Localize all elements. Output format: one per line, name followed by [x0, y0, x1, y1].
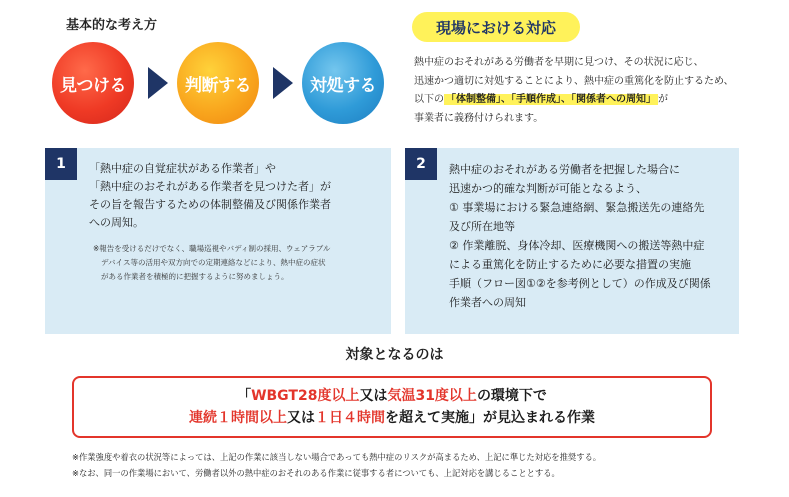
- panel-1-text: [89, 160, 379, 232]
- panel-1-number-badge: 1: [45, 148, 77, 180]
- target-box: [72, 376, 712, 438]
- panel-2-number-badge: 2: [405, 148, 437, 180]
- panel-1-note-line: デバイス等の活用や双方向での定期連絡などにより、熱中症の症状: [101, 258, 326, 267]
- site-line-3: [414, 91, 784, 110]
- footnote: ※なお、同一の作業場において、労働者以外の熱中症のおそれのある作業に従事する者についても、上記対応を講じることとする。: [72, 468, 560, 478]
- panel-1-note-line: ※報告を受けるだけでなく、職場巡視やバディ制の採用、ウェアラブル: [93, 244, 331, 253]
- arrow-right-icon: [148, 67, 168, 99]
- panel-2-line: ② 作業離脱、身体冷却、医療機関への搬送等熱中症: [449, 239, 705, 252]
- arrow-right-icon: [273, 67, 293, 99]
- step-judge-circle: [177, 42, 259, 124]
- target-highlight: １日４時間: [315, 410, 385, 426]
- panel-2-line: 迅速かつ的確な判断が可能となるよう、: [449, 182, 647, 195]
- panel-1-line: 「熱中症のおそれがある作業者を見つけた者」が: [89, 180, 331, 193]
- panel-1-line: への周知。: [89, 216, 144, 229]
- target-line-1: [237, 385, 547, 407]
- step-find-circle: [52, 42, 134, 124]
- target-highlight: 気温31度以上: [387, 388, 477, 404]
- target-title: 対象となるのは: [345, 347, 444, 363]
- target-highlight: 連続１時間以上: [189, 410, 287, 426]
- target-line-2: [189, 407, 595, 429]
- step-respond-label: 対処する: [310, 75, 376, 96]
- panel-1-note-line: がある作業者を積極的に把握するように努めましょう。: [101, 272, 289, 281]
- site-line-3-pre: 以下の: [414, 94, 444, 105]
- target-text: 又は: [287, 410, 315, 426]
- target-text: 「: [237, 388, 252, 404]
- site-line-3-highlight: 「体制整備」、「手順作成」、「関係者への周知」: [446, 94, 656, 105]
- panel-1-line: その旨を報告するための体制整備及び関係作業者: [89, 198, 331, 211]
- panel-2-line: 及び所在地等: [449, 220, 515, 233]
- target-text: 又は: [359, 388, 388, 404]
- footnote: ※作業強度や着衣の状況等によっては、上記の作業に該当しない場合であっても熱中症のリスクが高まるため、上記に準じた対応を推奨する。: [72, 452, 602, 462]
- step-find-label: 見つける: [60, 75, 126, 96]
- panel-2-line: 作業者への周知: [449, 296, 526, 309]
- site-response-title: 現場における対応: [412, 12, 580, 42]
- panel-2-line: 熱中症のおそれがある労働者を把握した場合に: [449, 163, 680, 176]
- panel-2-text: [449, 160, 733, 312]
- step-respond-circle: [302, 42, 384, 124]
- site-line-4: 事業者に義務付けられます。: [414, 112, 544, 124]
- panel-1-line: 「熱中症の自覚症状がある作業者」や: [89, 162, 276, 175]
- panel-2-line: ① 事業場における緊急連絡網、緊急搬送先の連絡先: [449, 201, 705, 214]
- target-text: を超えて実施」が見込まれる作業: [385, 410, 595, 426]
- step-judge-label: 判断する: [185, 75, 251, 96]
- target-highlight: WBGT28度以上: [251, 388, 360, 404]
- site-line-1: 熱中症のおそれがある労働者を早期に見つけ、その状況に応じ、: [414, 57, 704, 68]
- panel-1-note: [93, 242, 383, 284]
- panel-2-line: 手順（フロー図①②を参考例として）の作成及び関係: [449, 277, 711, 290]
- site-line-2: 迅速かつ適切に対処することにより、熱中症の重篤化を防止するため、: [414, 75, 734, 87]
- site-line-3-post: が: [658, 94, 668, 105]
- site-response-text: [414, 54, 784, 128]
- target-text: の環境下で: [476, 388, 547, 404]
- panel-1: [45, 148, 391, 334]
- panel-2-line: による重篤化を防止するために必要な措置の実施: [449, 258, 691, 271]
- basic-approach-title: 基本的な考え方: [66, 18, 158, 33]
- panel-2: [405, 148, 739, 334]
